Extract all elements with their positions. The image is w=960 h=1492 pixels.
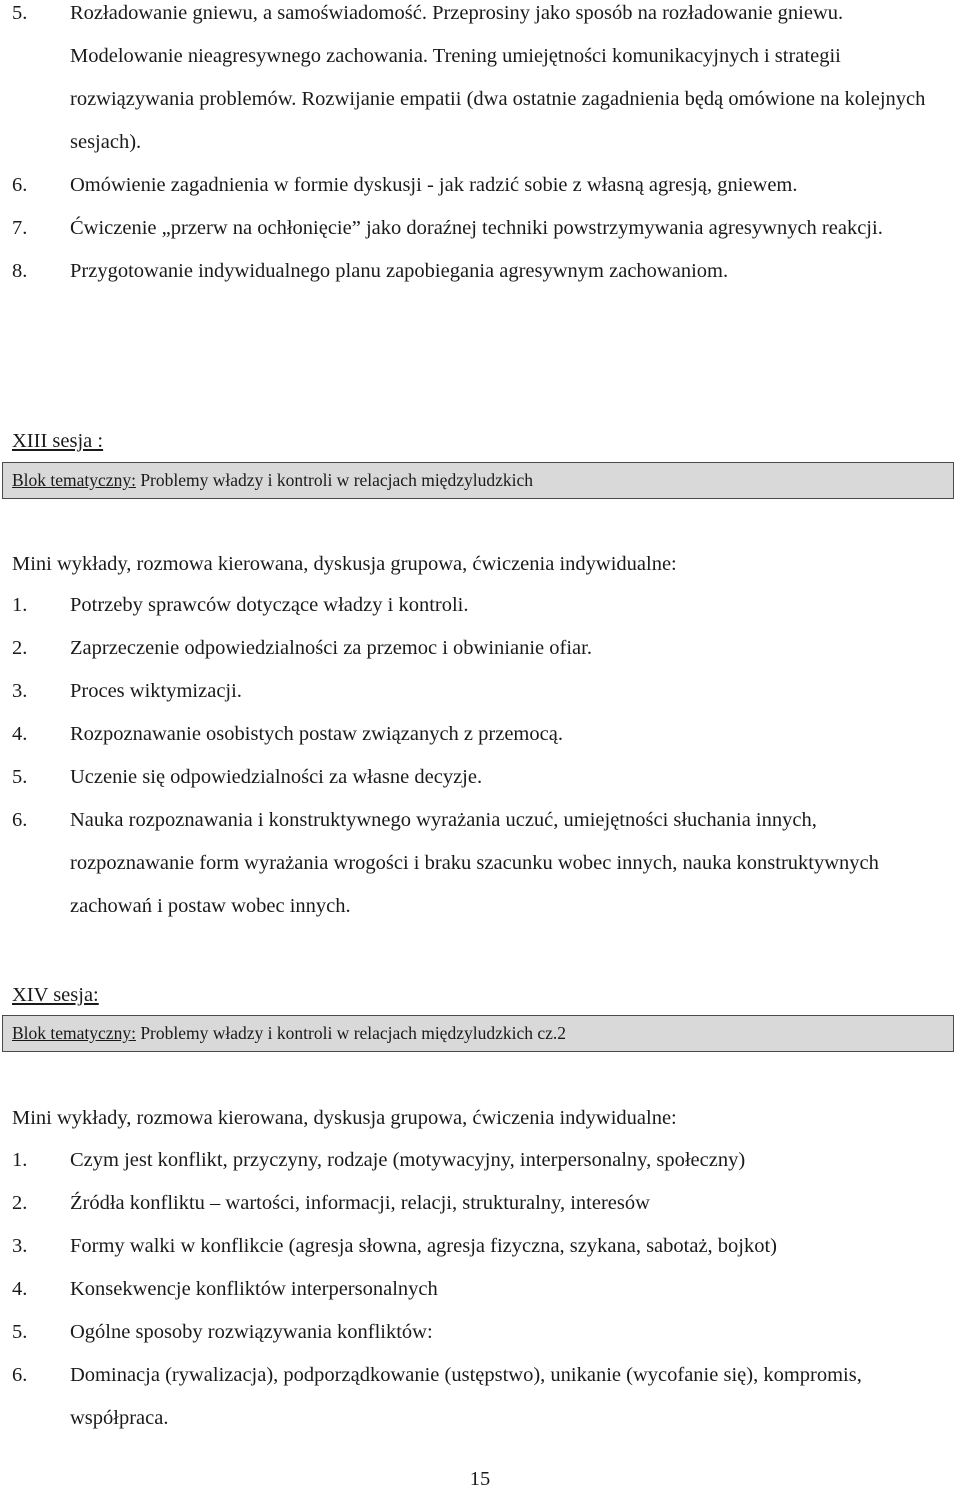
list-text: Ogólne sposoby rozwiązywania konfliktów:	[70, 1321, 433, 1343]
topic-block-label: Blok tematyczny:	[12, 1023, 136, 1043]
list-text: Dominacja (rywalizacja), podporządkowanie (ustępstwo), unikanie (wycofanie się), kompromis, współpraca.	[70, 1364, 862, 1429]
list-number: 3.	[12, 680, 28, 702]
list-number: 1.	[12, 1149, 28, 1171]
list-item	[12, 250, 942, 293]
session-xiii-topic-box	[2, 462, 954, 499]
list-text: Przygotowanie indywidualnego planu zapobiegania agresywnym zachowaniom.	[70, 260, 729, 282]
list-text: Konsekwencje konfliktów interpersonalnych	[70, 1278, 438, 1300]
list-text: Rozładowanie gniewu, a samoświadomość. Przeprosiny jako sposób na rozładowanie gniewu. Modelowanie nieagresywnego zachowania. Trening umiejętności komunikacyjnych i strategii rozwiązywania problemów. Rozwijanie empatii (dwa ostatnie zagadnienia będą omówione na kolejnych sesjach).	[70, 2, 926, 153]
session-xiii-title: XIII sesja :	[12, 430, 104, 452]
list-number: 2.	[12, 637, 28, 659]
list-text: Uczenie się odpowiedzialności za własne decyzje.	[70, 766, 483, 788]
continued-topic-list	[12, 0, 942, 293]
topic-block-text: Problemy władzy i kontroli w relacjach międzyludzkich	[135, 470, 533, 490]
list-item	[12, 670, 942, 713]
list-text: Źródła konfliktu – wartości, informacji, relacji, strukturalny, interesów	[70, 1192, 650, 1214]
list-text: Nauka rozpoznawania i konstruktywnego wyrażania uczuć, umiejętności słuchania innych, rozpoznawanie form wyrażania wrogości i braku szacunku wobec innych, nauka konstruktywnych zachowań i postaw wobec innych.	[70, 809, 879, 917]
session-xiv-list	[12, 1139, 942, 1440]
session-xiv-topic-box	[2, 1015, 954, 1052]
list-number: 8.	[12, 260, 28, 282]
list-number: 4.	[12, 1278, 28, 1300]
list-text: Ćwiczenie „przerw na ochłonięcie” jako doraźnej techniki powstrzymywania agresywnych reakcji.	[70, 217, 883, 239]
list-item	[12, 1139, 942, 1182]
list-item	[12, 207, 942, 250]
list-number: 5.	[12, 766, 28, 788]
session-xiv-methods: Mini wykłady, rozmowa kierowana, dyskusja grupowa, ćwiczenia indywidualne:	[12, 1107, 677, 1129]
list-number: 4.	[12, 723, 28, 745]
list-text: Potrzeby sprawców dotyczące władzy i kontroli.	[70, 594, 469, 616]
session-xiv-title: XIV sesja:	[12, 984, 99, 1006]
topic-block-label: Blok tematyczny:	[12, 470, 136, 490]
list-item	[12, 1268, 942, 1311]
list-item	[12, 164, 942, 207]
list-item	[12, 1225, 942, 1268]
list-text: Omówienie zagadnienia w formie dyskusji - jak radzić sobie z własną agresją, gniewem.	[70, 174, 798, 196]
list-number: 2.	[12, 1192, 28, 1214]
list-number: 1.	[12, 594, 28, 616]
session-xiii-list	[12, 584, 942, 928]
list-item	[12, 627, 942, 670]
list-number: 5.	[12, 1321, 28, 1343]
list-item	[12, 713, 942, 756]
list-number: 3.	[12, 1235, 28, 1257]
list-text: Czym jest konflikt, przyczyny, rodzaje (motywacyjny, interpersonalny, społeczny)	[70, 1149, 746, 1171]
topic-block-text: Problemy władzy i kontroli w relacjach międzyludzkich cz.2	[135, 1023, 567, 1043]
list-text: Zaprzeczenie odpowiedzialności za przemoc i obwinianie ofiar.	[70, 637, 592, 659]
list-item	[12, 1311, 942, 1354]
list-number: 6.	[12, 174, 28, 196]
list-text: Rozpoznawanie osobistych postaw związanych z przemocą.	[70, 723, 563, 745]
list-number: 5.	[12, 2, 28, 24]
list-number: 6.	[12, 809, 28, 831]
list-item	[12, 1354, 942, 1440]
list-number: 7.	[12, 217, 28, 239]
list-item	[12, 1182, 942, 1225]
page-number: 15	[469, 1468, 491, 1490]
session-xiii-methods: Mini wykłady, rozmowa kierowana, dyskusja grupowa, ćwiczenia indywidualne:	[12, 553, 677, 575]
list-text: Formy walki w konflikcie (agresja słowna, agresja fizyczna, szykana, sabotaż, bojkot)	[70, 1235, 778, 1257]
list-number: 6.	[12, 1364, 28, 1386]
list-item	[12, 799, 942, 928]
list-item	[12, 756, 942, 799]
list-item	[12, 584, 942, 627]
list-item	[12, 0, 942, 164]
list-text: Proces wiktymizacji.	[70, 680, 242, 702]
